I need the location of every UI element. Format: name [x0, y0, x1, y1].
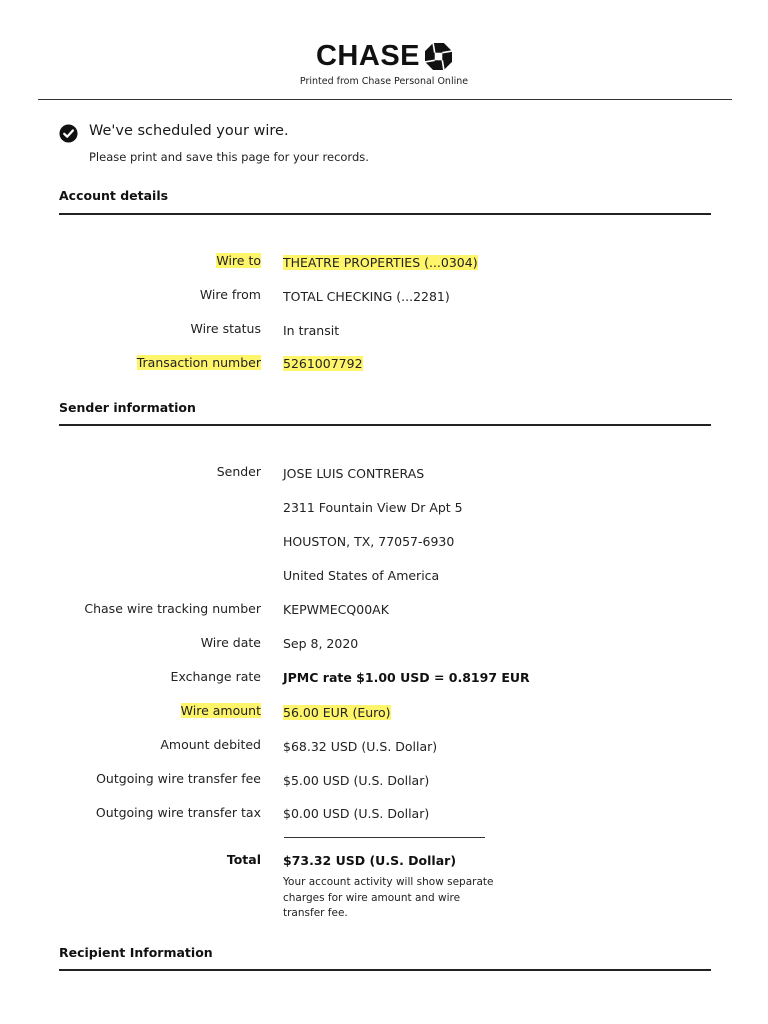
sender-label: Sender [216, 464, 261, 479]
total-value: $73.32 USD (U.S. Dollar) [283, 853, 457, 868]
transfer-fee-label: Outgoing wire transfer fee [96, 771, 261, 786]
total-note: Your account activity will show separate charges for wire amount and wire transfer fee. [283, 876, 494, 919]
printed-from-note: Printed from Chase Personal Online [299, 76, 469, 87]
transaction-number-value-text: 5261007792 [283, 356, 363, 371]
wire-to-label [216, 253, 261, 268]
sender-information-divider [59, 424, 711, 426]
wire-to-label-text: Wire to [216, 253, 261, 268]
recipient-information-divider [59, 969, 711, 971]
exchange-rate-value: JPMC rate $1.00 USD = 0.8197 EUR [283, 670, 530, 685]
header-divider [38, 99, 732, 100]
recipient-information-heading: Recipient Information [59, 945, 213, 960]
brand-name: CHASE [315, 40, 420, 72]
chase-logo [0, 42, 768, 71]
wire-amount-value [283, 705, 391, 720]
amount-debited-value: $68.32 USD (U.S. Dollar) [283, 739, 438, 754]
tracking-number-label: Chase wire tracking number [84, 601, 261, 616]
checkmark-circle-icon [59, 124, 78, 143]
wire-amount-value-text: 56.00 EUR (Euro) [283, 705, 391, 720]
transfer-tax-value: $0.00 USD (U.S. Dollar) [283, 806, 430, 821]
wire-to-value-text: THEATRE PROPERTIES (...0304) [283, 255, 478, 270]
transaction-number-value [283, 356, 363, 371]
total-divider [284, 837, 485, 838]
transaction-number-label-text: Transaction number [136, 355, 261, 370]
wire-amount-label [181, 703, 261, 718]
wire-from-value: TOTAL CHECKING (...2281) [283, 289, 450, 304]
wire-from-label: Wire from [199, 287, 261, 302]
wire-to-value [283, 255, 478, 270]
transaction-number-label [137, 355, 261, 370]
page-header [0, 0, 768, 100]
wire-status-value: In transit [283, 323, 340, 338]
wire-date-label: Wire date [200, 635, 261, 650]
tracking-number-value: KEPWMECQ00AK [283, 602, 389, 617]
sender-address-line1: 2311 Fountain View Dr Apt 5 [283, 500, 463, 515]
wire-status-label: Wire status [190, 321, 261, 336]
total-label: Total [226, 852, 261, 867]
account-details-divider [59, 213, 711, 215]
confirmation-subtitle: Please print and save this page for your records. [89, 150, 369, 164]
sender-information-heading: Sender information [59, 400, 196, 415]
exchange-rate-label: Exchange rate [170, 669, 261, 684]
sender-address-line2: HOUSTON, TX, 77057-6930 [283, 534, 455, 549]
wire-amount-label-text: Wire amount [180, 703, 261, 718]
confirmation-title: We've scheduled your wire. [89, 123, 289, 139]
transfer-fee-value: $5.00 USD (U.S. Dollar) [283, 773, 430, 788]
amount-debited-label: Amount debited [160, 737, 261, 752]
wire-date-value: Sep 8, 2020 [283, 636, 359, 651]
chase-octagon-icon [425, 43, 452, 70]
account-details-heading: Account details [59, 188, 169, 203]
sender-country: United States of America [283, 568, 440, 583]
transfer-tax-label: Outgoing wire transfer tax [95, 805, 261, 820]
sender-name: JOSE LUIS CONTRERAS [283, 466, 425, 481]
